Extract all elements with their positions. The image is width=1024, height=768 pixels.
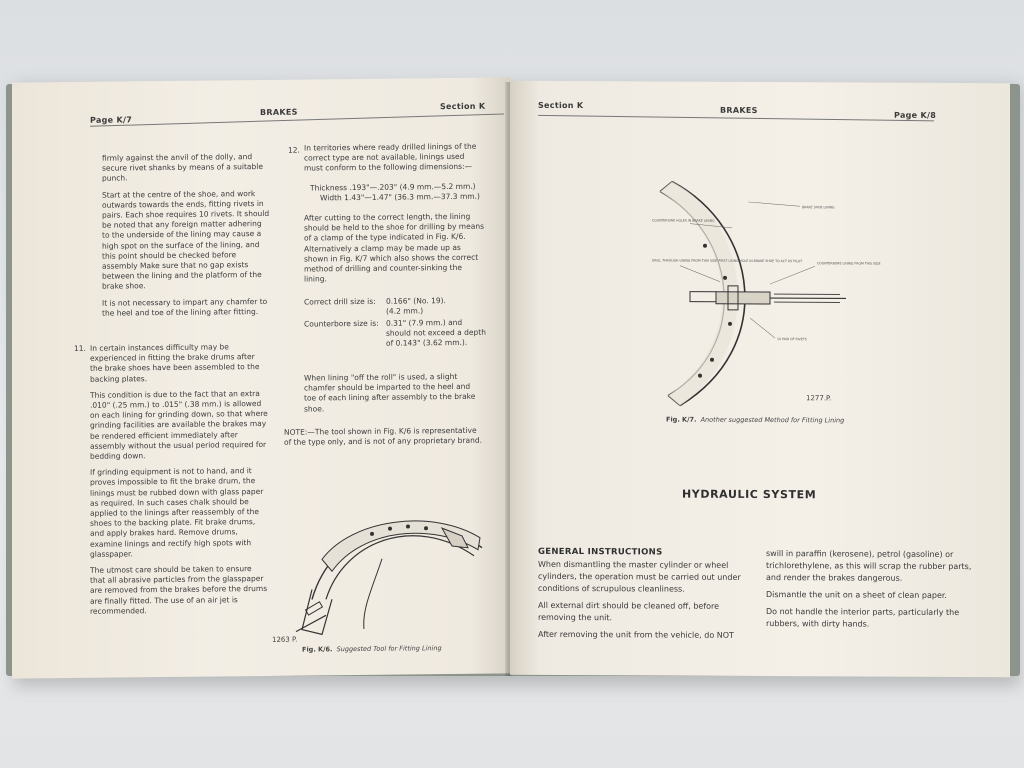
paragraph: It is not necessary to impart any chamfer to the heel and toe of the lining after fitting. xyxy=(102,296,268,318)
counterbore-value: 0.31" (7.9 mm.) and should not exceed a depth of 0.143" (3.62 mm.). xyxy=(386,317,486,349)
left-section-label: Section K xyxy=(440,101,486,112)
caption-text: Suggested Tool for Fitting Lining xyxy=(336,644,442,654)
item-12-intro: In territories where ready drilled linings of the correct type are not available, linings used must conform to the following dimensions:— xyxy=(304,141,477,173)
left-page-number: Page K/7 xyxy=(90,115,133,125)
label-counterbore: COUNTERBORE LINING FROM THIS SIDE xyxy=(817,261,881,266)
hydraulic-system-title: HYDRAULIC SYSTEM xyxy=(682,487,817,502)
item-number-11: 11. xyxy=(74,343,86,353)
right-section-label: Section K xyxy=(538,100,584,111)
paragraph: After removing the unit from the vehicle, do NOT xyxy=(538,629,734,640)
paragraph: Dismantle the unit on a sheet of clean paper. xyxy=(766,590,947,600)
item-12-cutting: After cutting to the correct length, the lining should be held to the shoe for drilling by means of a clamp of the type indicated in Fig. K/6. Alternatively a clamp may be made up as shown in Fig. K/7 which also shows the correct method of drilling and counter-sinking the lining. xyxy=(304,211,484,284)
fig-k7-number: 1277.P. xyxy=(806,394,832,403)
caption-text: Another suggested Method for Fitting Lining xyxy=(700,415,845,425)
left-col1-text xyxy=(102,152,270,325)
tool-note: NOTE:—The tool shown in Fig. K/6 is representative of the type only, and is not of any proprietary brand. xyxy=(284,425,482,447)
left-page-title: BRAKES xyxy=(260,107,298,118)
label-brake-shoe-lining: BRAKE SHOE LINING xyxy=(802,205,835,210)
paragraph: This condition is due to the fact that an extra .010" (.25 mm.) to .015" (.38 mm.) is allowed on each lining for grinding down, so that where grinding facilities are available the brakes may be rendered efficient immediately after assembly without the usual period required for bedding down. xyxy=(90,388,268,461)
fig-k6-number: 1263 P. xyxy=(272,635,298,644)
paragraph: The utmost care should be taken to ensure that all abrasive particles from the glasspaper are removed from the brakes before the drums are finally fitted. The use of an air jet is recommended. xyxy=(90,564,268,616)
general-instructions-heading: GENERAL INSTRUCTIONS xyxy=(538,546,663,558)
caption-label: Fig. K/6. xyxy=(302,645,333,654)
width-spec: Width 1.43"—1.47" (36.3 mm.—37.3 mm.) xyxy=(320,191,480,203)
paragraph: In certain instances difficulty may be experienced in fitting the brake drums after the brake shoes have been assembled to the backing plates. xyxy=(90,342,260,384)
paragraph: Start at the centre of the shoe, and work outwards towards the ends, fitting rivets in pairs. Each shoe requires 10 rivets. It should be noted that any foreign matter adhering to the underside of the lining may cause a high spot on the surface of the lining, and this point should be checked before assembly Make sure that no gap exists between the lining and the platform of the brake shoe. xyxy=(102,188,270,292)
counterbore-label: Counterbore size is: xyxy=(304,318,379,329)
paragraph: All external dirt should be cleaned off, before removing the unit. xyxy=(538,600,720,623)
item-11-text xyxy=(90,342,268,623)
drill-size-value: 0.166" (No. 19). xyxy=(386,296,446,306)
label-pair-of-rivets: 10 PAIR OF RIVETS xyxy=(777,337,807,342)
paragraph: When dismantling the master cylinder or wheel cylinders, the operation must be carried out under conditions of scrupulous cleanliness. xyxy=(538,559,741,594)
thickness-spec: Thickness .193"—.203" (4.9 mm.—5.2 mm.) xyxy=(310,181,476,193)
fig-k6-clamp-drawing xyxy=(292,488,492,640)
paragraph: firmly against the anvil of the dolly, and secure rivet shanks by means of a suitable punch. xyxy=(102,152,263,184)
fig-k7-caption xyxy=(666,416,844,425)
fig-k7-drawing xyxy=(650,177,890,418)
right-header-rule xyxy=(538,115,934,122)
left-page xyxy=(12,77,510,678)
item-12-chamfer: When lining "off the roll" is used, a slight chamfer should be imparted to the heel and toe of each lining after assembly to the brake shoe. xyxy=(304,371,476,414)
right-page-number: Page K/8 xyxy=(894,110,937,120)
caption-label: Fig. K/7. xyxy=(666,415,697,424)
fig-k6-caption xyxy=(302,644,442,653)
item-number-12: 12. xyxy=(288,145,300,155)
right-page-title: BRAKES xyxy=(720,105,758,115)
label-countersink: COUNTERSINK HOLES IN BRAKE LINING xyxy=(652,218,715,223)
label-drill-through: DRILL THROUGH LINING FROM THIS SIDE FIRST USING HOLE IN BRAKE SHOE TO ACT AS PILOT xyxy=(652,258,803,264)
paragraph: swill in paraffin (kerosene), petrol (gasoline) or trichlorethylene, as this will scrap the rubber parts, and render the brakes dangerous. xyxy=(766,549,972,583)
paragraph: Do not handle the interior parts, particularly the rubbers, with dirty hands. xyxy=(766,607,960,629)
right-page xyxy=(510,81,1010,678)
general-instructions-col1 xyxy=(538,559,750,647)
general-instructions-col2 xyxy=(766,548,976,636)
drill-size-mm: (4.2 mm.) xyxy=(386,306,424,316)
paragraph: If grinding equipment is not to hand, and it proves impossible to fit the brake drum, the linings must be rubbed down with glass paper as required. In such cases chalk should be applied to the linings after reassembly of the shoes to the backing plate. Fit brake drums, and apply brakes hard. Remove drums, examine linings and rectify high spots with glasspaper. xyxy=(90,466,264,559)
drill-size-label: Correct drill size is: xyxy=(304,296,376,307)
